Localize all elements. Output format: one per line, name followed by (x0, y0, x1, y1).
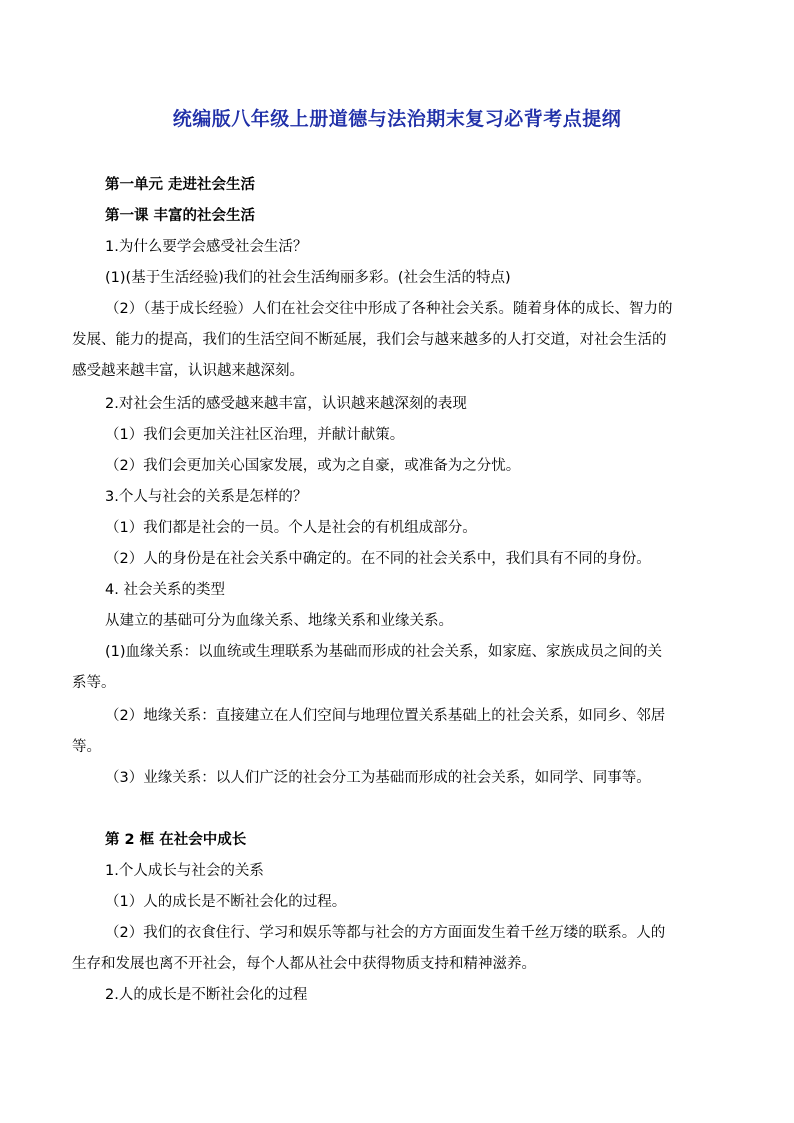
question-3-answer-1: （1）我们都是社会的一员。个人是社会的有机组成部分。 (105, 520, 477, 536)
question-1-answer-2-line-2: 发展、能力的提高，我们的生活空间不断延展，我们会与越来越多的人打交道，对社会生活的 (72, 332, 667, 348)
lesson-heading: 第一课 丰富的社会生活 (105, 208, 256, 224)
question-4-answer-1-line-2: 系等。 (72, 675, 116, 691)
question-2: 2.对社会生活的感受越来越丰富，认识越来越深刻的表现 (105, 396, 467, 412)
question-3-answer-2: （2）人的身份是在社会关系中确定的。在不同的社会关系中，我们具有不同的身份。 (105, 551, 651, 567)
section-2-heading: 第 2 框 在社会中成长 (105, 832, 247, 848)
section-2-question-1-answer-2-line-2: 生存和发展也离不开社会，每个人都从社会中获得物质支持和精神滋养。 (72, 956, 536, 972)
section-2-question-2: 2.人的成长是不断社会化的过程 (105, 987, 308, 1003)
question-4-intro: 从建立的基础可分为血缘关系、地缘关系和业缘关系。 (105, 613, 453, 629)
question-4-answer-2-line-1: （2）地缘关系：直接建立在人们空间与地理位置关系基础上的社会关系，如同乡、邻居 (105, 708, 666, 724)
unit-heading: 第一单元 走进社会生活 (105, 177, 256, 193)
question-1-answer-1: (1)(基于生活经验)我们的社会生活绚丽多彩。(社会生活的特点) (105, 270, 511, 286)
question-4: 4. 社会关系的类型 (105, 582, 225, 598)
section-2-question-1-answer-2-line-1: （2）我们的衣食住行、学习和娱乐等都与社会的方方面面发生着千丝万缕的联系。人的 (105, 925, 666, 941)
question-3: 3.个人与社会的关系是怎样的？ (105, 489, 308, 505)
question-2-answer-1: （1）我们会更加关注社区治理，并献计献策。 (105, 427, 405, 443)
question-1-answer-2-line-1: （2）（基于成长经验）人们在社会交往中形成了各种社会关系。随着身体的成长、智力的 (105, 301, 673, 317)
section-2-question-1-answer-1: （1）人的成长是不断社会化的过程。 (105, 894, 347, 910)
question-1-answer-2-line-3: 感受越来越丰富，认识越来越深刻。 (72, 363, 304, 379)
document-title: 统编版八年级上册道德与法治期末复习必背考点提纲 (172, 108, 622, 130)
question-1: 1.为什么要学会感受社会生活？ (105, 239, 308, 255)
section-2-question-1: 1.个人成长与社会的关系 (105, 863, 264, 879)
question-2-answer-2: （2）我们会更加关心国家发展，或为之自豪，或准备为之分忧。 (105, 458, 521, 474)
question-4-answer-3: （3）业缘关系：以人们广泛的社会分工为基础而形成的社会关系，如同学、同事等。 (105, 770, 651, 786)
question-4-answer-1-line-1: (1)血缘关系：以血统或生理联系为基础而形成的社会关系，如家庭、家族成员之间的关 (105, 644, 663, 660)
question-4-answer-2-line-2: 等。 (72, 739, 101, 755)
